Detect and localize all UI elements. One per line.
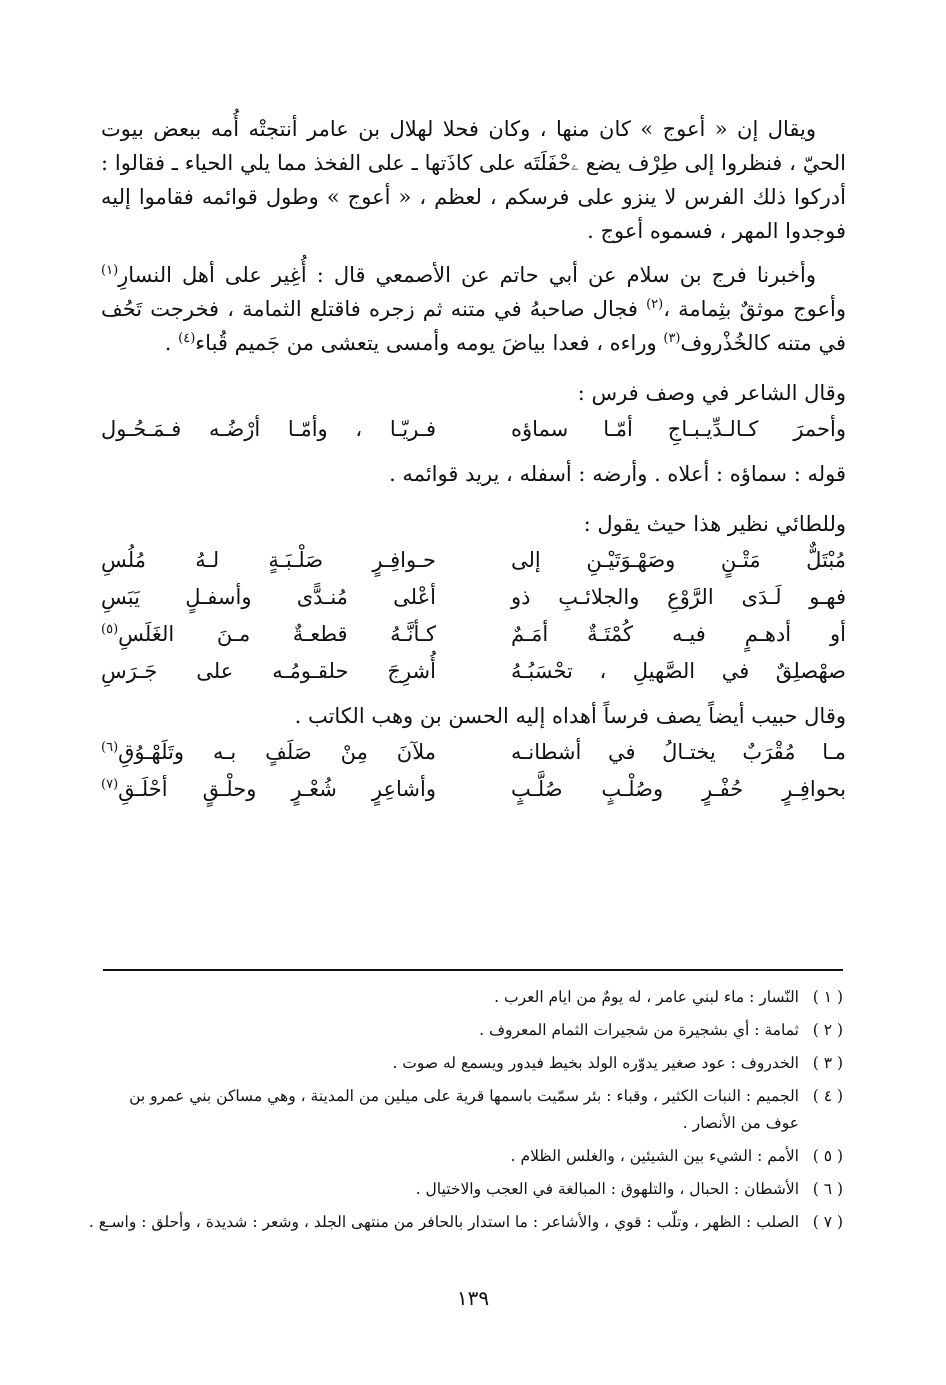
- footnote-ref-1: (١): [101, 263, 119, 278]
- main-text: [101, 112, 846, 807]
- verse-line: [101, 652, 846, 689]
- footnote: [83, 1083, 843, 1137]
- verse-hemistich-right: وأحمرَ كـالـدِّيـبـاجِ أمّـا سماؤه: [511, 416, 846, 441]
- footnote: [83, 1017, 843, 1044]
- verse-hemistich-right: مـا مُقْرَبٌ يختـالُ في أشطانـه: [511, 739, 846, 764]
- footnotes: [83, 984, 843, 1242]
- verse-intro-1: وقال الشاعر في وصف فرس :: [577, 381, 846, 405]
- verse-hemistich-right: صهْصلِقٌ في الصَّهيلِ ، تحْسَبُـهُ: [511, 658, 846, 683]
- footnote: [83, 1176, 843, 1203]
- footnote: [83, 1143, 843, 1170]
- footnote-ref-3: (٣): [663, 331, 681, 346]
- verse-hemistich-right: مُبْتَلٌّ مَتْـنٍ وصَهْـوَتَيْـنِ إلى: [511, 547, 846, 572]
- footnote-ref-6: (٦): [101, 739, 119, 755]
- footnote-text: ثمامة : أي بشجيرة من شجيرات الثمام المعروف .: [479, 1021, 799, 1039]
- verse-hemistich-left: كـأنَّـهُ قطعـةٌ مـنَ الغَلَسِ$^{(٥)}$: [101, 621, 436, 646]
- page-number: ١٣٩: [456, 1286, 490, 1310]
- verse-line: [101, 733, 846, 770]
- verse-intro-3: وقال حبيب أيضاً يصف فرساً أهداه إليه الحسن بن وهب الكاتب .: [294, 704, 846, 728]
- footnote-text: الأشطان : الحبال ، والتلهوق : المبالغة في العجب والاختيال .: [415, 1180, 799, 1198]
- footnote-text: الصلب : الظهر ، وتلّب : قوي ، والأشاعر : ما استدار بالحافر من منتهى الجلد ، وشعر : شديدة ، وأحلق : واسـع .: [88, 1213, 799, 1231]
- verse-hemistich-left: أعْلى مُنـدًّى وأسفـلٍ يَبَسِ: [101, 584, 436, 609]
- verse-line: [101, 578, 846, 615]
- verse-line: [101, 410, 846, 447]
- footnote-ref-7: (٧): [101, 776, 119, 792]
- footnote-text: الخدروف : عود صغير يدوّره الولد بخيط فيدور ويسمع له صوت .: [392, 1054, 799, 1072]
- footnote: [83, 1050, 843, 1077]
- verse-hemistich-left: أُشرِجَ حلقـومُـه على جَـرَسِ: [101, 658, 436, 683]
- footnote-ref-2: (٢): [646, 297, 664, 312]
- footnote-number: ( ٤ ): [812, 1087, 843, 1105]
- footnote-number: ( ٥ ): [812, 1147, 843, 1165]
- footnote-text: النّسار : ماء لبني عامر ، له يومٌ من ايام العرب .: [494, 988, 799, 1006]
- verse-line: [101, 770, 846, 807]
- footnote: [83, 984, 843, 1011]
- verse-hemistich-left: فـريّـا ، وأمّـا أرْضُـه فـمَـحُـول: [101, 416, 436, 441]
- footnote-text: الأمم : الشيء بين الشيئين ، والغلس الظلام .: [510, 1147, 799, 1165]
- verse-intro-2: وللطائي نظير هذا حيث يقول :: [583, 512, 846, 536]
- gloss-line: قوله : سماؤه : أعلاه . وأرضه : أسفله ، يريد قوائمه .: [389, 462, 846, 486]
- verse-line: [101, 615, 846, 652]
- verse-hemistich-left: وأشاعِرٍ شُعْـرٍ وحلْـقٍ أحْلَـقِ$^{(٧)}$: [101, 776, 436, 801]
- footnote-number: ( ٧ ): [812, 1213, 843, 1231]
- verse-line: [101, 541, 846, 578]
- paragraph-1: ويقال إن « أعوج » كان منها ، وكان فحلا لهلال بن عامر أنتجتْه أُمه ببعض بيوت الحيّ ، فنظروا إلى طِرْف يضع ۦحْفَلَتَه على كاذَتها ـ على الفخذ مما يلي الحياء ـ فقالوا : أدركوا ذلك الفرس لا ينزو على فرسكم ، لعظم ، « أعوج » وطول قوائمه فقاموا إليه فوجدوا المهر ، فسموه أعوج .: [101, 117, 846, 243]
- verse-hemistich-right: بحوافِـرٍ حُفْـرٍ وصُلْـبٍ صُلَّـبٍ: [511, 776, 846, 801]
- paragraph-2: وأخبرنا فرج بن سلام عن أبي حاتم عن الأصمعي قال : أُغِير على أهل النسارِ$^{(١)}$ وأعوج موثقٌ بثِمامة ،$^{(٢)}$ فجال صاحبهُ في متنه ثم زجره فاقتلع الثمامة ، فخرجت تَحُف في متنه كالخُذْروف$^{(٣)}$ وراءه ، فعدا بياضَ يومه وأمسى يتعشى من جَميم قُباء$^{(٤)}$ .: [101, 263, 846, 355]
- footnote-text-continued: عوف من الأنصار .: [682, 1114, 799, 1132]
- verse-hemistich-right: أو أدهـمٍ فيـه كُمْتَـةٌ أمَـمٌ: [511, 621, 846, 646]
- footnote: [83, 1209, 843, 1236]
- footnote-number: ( ٣ ): [812, 1054, 843, 1072]
- verse-hemistich-right: فهـو لَـدَى الرَّوْعِ والجلائـبِ ذو: [511, 584, 846, 609]
- footnote-ref-5: (٥): [101, 621, 119, 637]
- verse-hemistich-left: حـوافِـرٍ صَلْـبَـةٍ لـهُ مُلُسِ: [101, 547, 436, 572]
- footnote-ref-4: (٤): [178, 331, 196, 346]
- footnote-number: ( ٦ ): [812, 1180, 843, 1198]
- footnote-divider: [103, 969, 843, 971]
- footnote-number: ( ٢ ): [812, 1021, 843, 1039]
- footnote-number: ( ١ ): [812, 988, 843, 1006]
- footnote-text: الجميم : النبات الكثير ، وقباء : بئر سمّيت باسمها قرية على ميلين من المدينة ، وهي مساكن بني عمرو بن: [129, 1087, 799, 1105]
- verse-hemistich-left: ملآنَ مِنْ صَلَفٍ بـه وتَلَهْـوُقِ$^{(٦)}$: [101, 739, 436, 764]
